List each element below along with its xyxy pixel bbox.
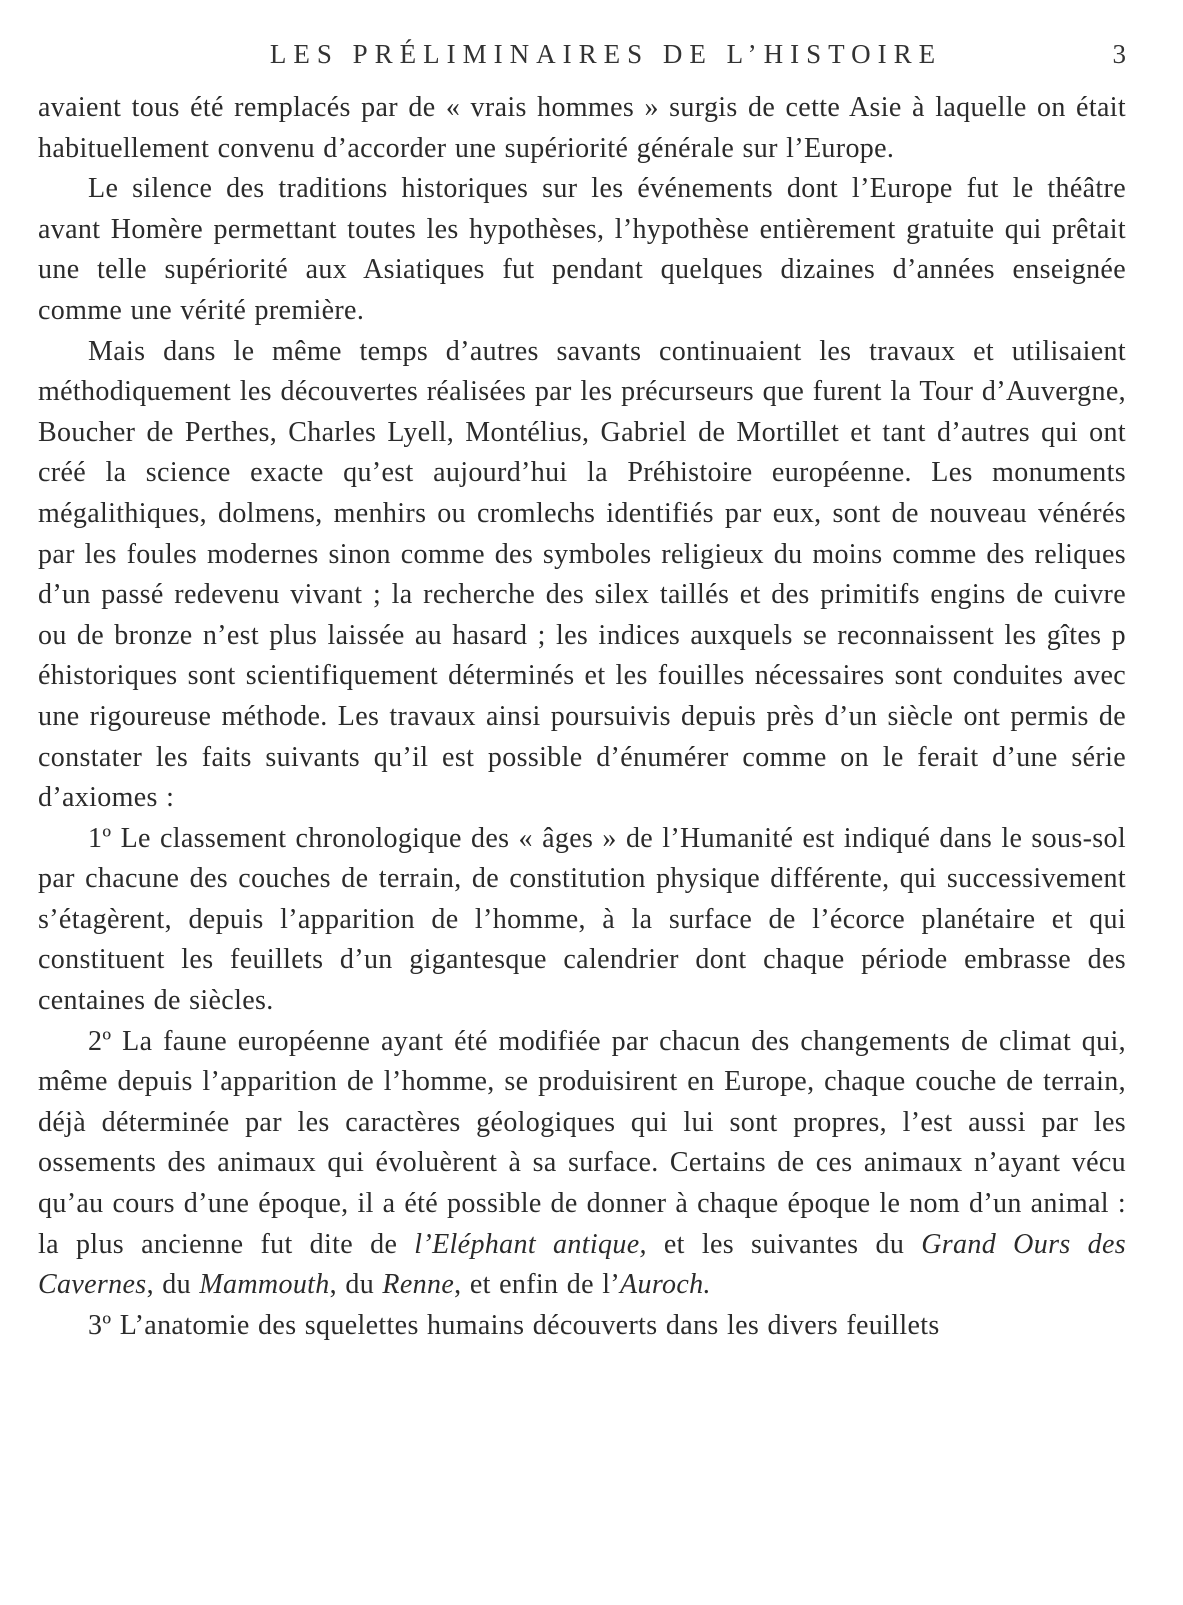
running-title: LES PRÉLIMINAIRES DE L’HISTOIRE	[269, 39, 943, 69]
paragraph-text: , du	[146, 1269, 200, 1301]
paragraph-text: 2º La faune européenne ayant été modifiée par chacun des changements de climat qui, même depuis l’apparition de l’homme, se produisirent en Europe, chaque couche de terrain, déjà déterminée par les caractères géologiques qui lui sont propres, l’est aussi par les ossements des animaux qui évoluèrent à sa surface. Certains de ces animaux n’ayant vécu qu’au cours d’une époque, il a été possible de donner à chaque époque le nom d’un animal : la plus ancienne fut dite de	[38, 1025, 1126, 1260]
paragraph-2	[38, 169, 1126, 331]
paragraph-text: Le silence des traditions historiques sur les événements dont l’Europe fut le théâtre avant Homère permettant toutes les hypothèses, l’hypothèse entièrement gratuite qui prêtait une telle supériorité aux Asiatiques fut pendant quelques dizaines d’années enseignée comme une vérité première.	[38, 173, 1126, 326]
paragraph-3	[38, 332, 1126, 819]
paragraph-text: 1º Le classement chronologique des « âges » de l’Humanité est indiqué dans le sous-sol par chacune des couches de terrain, de constitution physique différente, qui successivement s’étagèrent, depuis l’apparition de l’homme, à la surface de l’écorce planétaire et qui constituent les feuillets d’un gigantesque calendrier dont chaque période embrasse des centaines de siècles.	[38, 822, 1126, 1017]
running-head	[38, 34, 1126, 74]
paragraph-text: 3º L’anatomie des squelettes humains découverts dans les divers feuillets	[88, 1309, 940, 1341]
italic-term-mammouth: Mammouth	[199, 1269, 330, 1301]
paragraph-text: , du	[329, 1269, 383, 1301]
italic-term-elephant: l’Eléphant antique,	[414, 1228, 647, 1260]
italic-term-renne: Renne	[382, 1269, 455, 1301]
paragraph-text: , et enfin de l’	[454, 1269, 621, 1301]
body-text	[38, 88, 1126, 1346]
paragraph-6	[38, 1306, 1126, 1347]
paragraph-5	[38, 1022, 1126, 1306]
page-number: 3	[1112, 39, 1126, 69]
paragraph-text: Mais dans le même temps d’autres savants continuaient les travaux et utilisaient méthodiquement les découvertes réalisées par les précurseurs que furent la Tour d’Auvergne, Boucher de Perthes, Charles Lyell, Montélius, Gabriel de Mortillet et tant d’autres qui ont créé la science exacte qu’est aujourd’hui la Préhistoire européenne. Les monuments mégalithiques, dolmens, menhirs ou cromlechs identifiés par eux, sont de nouveau vénérés par les foules modernes sinon comme des symboles religieux du moins comme des reliques d’un passé redevenu vivant ; la recherche des silex taillés et des primitifs engins de cuivre ou de bronze n’est plus laissée au hasard ; les indices auxquels se reconnaissent les gîtes p éhistoriques sont scientifiquement déterminés et les fouilles nécessaires sont conduites avec une rigoureuse méthode. Les travaux ainsi poursuivis depuis près d’un siècle ont permis de constater les faits suivants qu’il est possible d’énumérer comme on le ferait d’une série d’axiomes :	[38, 335, 1126, 814]
paragraph-text: avaient tous été remplacés par de « vrais hommes » surgis de cette Asie à laquelle on était habituellement convenu d’accorder une supériorité générale sur l’Europe.	[38, 92, 1126, 164]
paragraph-4	[38, 819, 1126, 1022]
paragraph-text: et les suivantes du	[646, 1228, 922, 1260]
paragraph-1	[38, 88, 1126, 169]
italic-term-ours: Grand Ours des Cavernes	[38, 1228, 1127, 1301]
italic-term-auroch: Auroch.	[620, 1269, 711, 1301]
book-page	[38, 34, 1126, 1346]
